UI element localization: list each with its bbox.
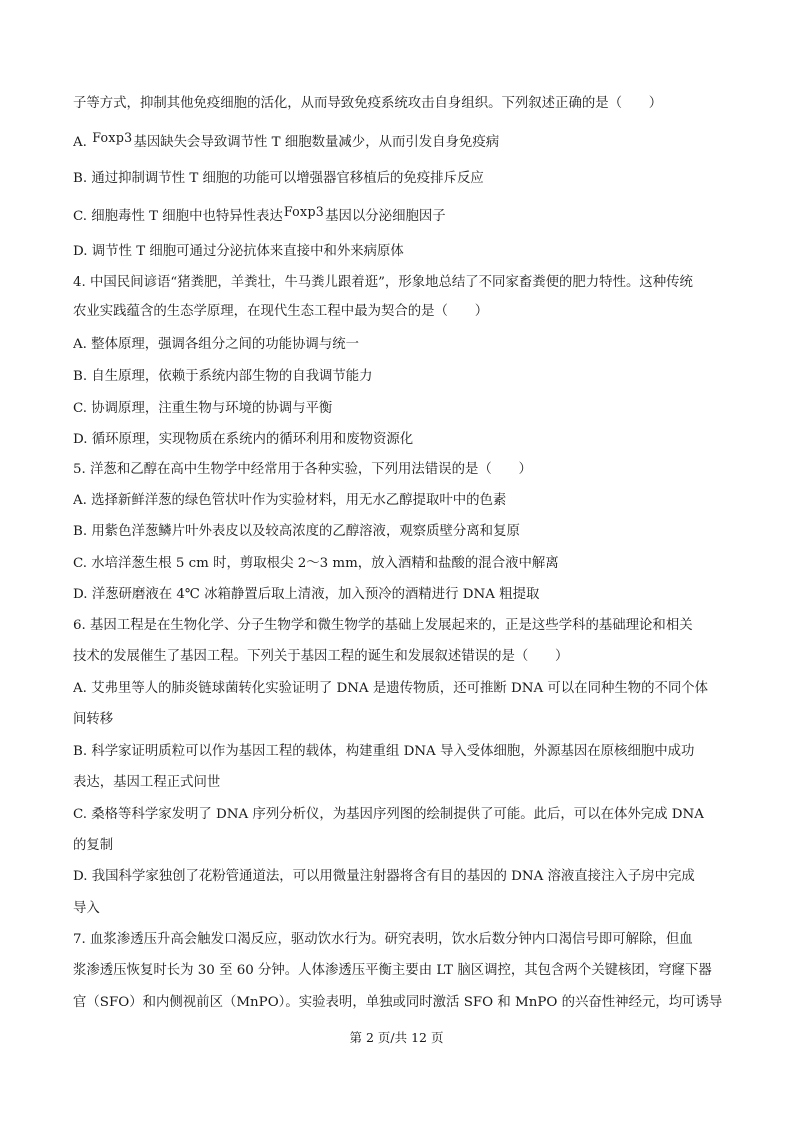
question-6-option-b: B. 科学家证明质粒可以作为基因工程的载体，构建重组 DNA 导入受体细胞，外源基因在原核细胞中成功 (73, 744, 695, 759)
page-number-footer: 第 2 页/共 12 页 (349, 1030, 444, 1045)
question-5-option-c: C. 水培洋葱生根 5 cm 时，剪取根尖 2～3 mm，放入酒精和盐酸的混合液中解离 (73, 556, 559, 571)
gene-name-foxp3: Foxp3 (92, 132, 133, 145)
question-4-stem: 4. 中国民间谚语“猪粪肥，羊粪壮，牛马粪儿跟着逛”，形象地总结了不同家畜粪便的肥力特性。这种传统 (73, 275, 693, 290)
option-c-text: 基因以分泌细胞因子 (325, 209, 446, 224)
question-6-option-c-cont: 的复制 (73, 838, 114, 853)
question-4-option-d: D. 循环原理，实现物质在系统内的循环利用和废物资源化 (73, 432, 414, 447)
question-3-option-c (73, 206, 723, 227)
question-4-option-b: B. 自生原理，依赖于系统内部生物的自我调节能力 (73, 369, 373, 384)
question-6-option-d: D. 我国科学家独创了花粉管通道法，可以用微量注射器将含有目的基因的 DNA 溶液直接注入子房中完成 (73, 869, 695, 884)
question-7-stem-cont-2: 官（SFO）和内侧视前区（MnPO）。实验表明，单独或同时激活 SFO 和 MnPO 的兴奋性神经元，均可诱导 (73, 995, 723, 1010)
question-6-stem-cont: 技术的发展催生了基因工程。下列关于基因工程的诞生和发展叙述错误的是（ ） (73, 649, 569, 664)
question-5-stem: 5. 洋葱和乙醇在高中生物学中经常用于各种实验，下列用法错误的是（ ） (73, 462, 532, 477)
question-6-stem: 6. 基因工程是在生物化学、分子生物学和微生物学的基础上发展起来的，正是这些学科的基础理论和相关 (73, 618, 693, 633)
question-5-option-a: A. 选择新鲜洋葱的绿色管状叶作为实验材料，用无水乙醇提取叶中的色素 (73, 493, 507, 508)
question-3-stem-tail: 子等方式，抑制其他免疫细胞的活化，从而导致免疫系统攻击自身组织。下列叙述正确的是（ ） (73, 96, 663, 111)
question-3-option-a (73, 132, 723, 153)
question-7-stem-cont-1: 浆渗透压恢复时长为 30 至 60 分钟。人体渗透压平衡主要由 LT 脑区调控，其包含两个关键核团，穹窿下器 (73, 963, 712, 978)
question-4-option-a: A. 整体原理，强调各组分之间的功能协调与统一 (73, 337, 359, 352)
question-3-option-d: D. 调节性 T 细胞可通过分泌抗体来直接中和外来病原体 (73, 244, 404, 259)
question-5-option-d: D. 洋葱研磨液在 4℃ 冰箱静置后取上清液，加入预冷的酒精进行 DNA 粗提取 (73, 587, 540, 602)
question-4-option-c: C. 协调原理，注重生物与环境的协调与平衡 (73, 401, 333, 416)
question-6-option-c: C. 桑格等科学家发明了 DNA 序列分析仪，为基因序列图的绘制提供了可能。此后，可以在体外完成 DNA (73, 807, 704, 822)
option-a-prefix: A. (73, 135, 92, 150)
gene-name-foxp3: Foxp3 (283, 206, 325, 219)
question-4-stem-cont: 农业实践蕴含的生态学原理，在现代生态工程中最为契合的是（ ） (73, 304, 489, 319)
question-3-option-b: B. 通过抑制调节性 T 细胞的功能可以增强器官移植后的免疫排斥反应 (73, 171, 484, 186)
question-6-option-d-cont: 导入 (73, 901, 100, 916)
question-6-option-b-cont: 表达，基因工程正式问世 (73, 775, 221, 790)
option-c-prefix: C. 细胞毒性 T 细胞中也特异性表达 (73, 209, 283, 224)
question-7-stem: 7. 血浆渗透压升高会触发口渴反应，驱动饮水行为。研究表明，饮水后数分钟内口渴信号即可解除，但血 (73, 932, 693, 947)
question-6-option-a: A. 艾弗里等人的肺炎链球菌转化实验证明了 DNA 是遗传物质，还可推断 DNA 可以在同种生物的不同个体 (73, 681, 709, 696)
option-a-text: 基因缺失会导致调节性 T 细胞数量减少，从而引发自身免疫病 (133, 135, 500, 150)
question-6-option-a-cont: 间转移 (73, 712, 114, 727)
question-5-option-b: B. 用紫色洋葱鳞片叶外表皮以及较高浓度的乙醇溶液，观察质壁分离和复原 (73, 524, 520, 539)
